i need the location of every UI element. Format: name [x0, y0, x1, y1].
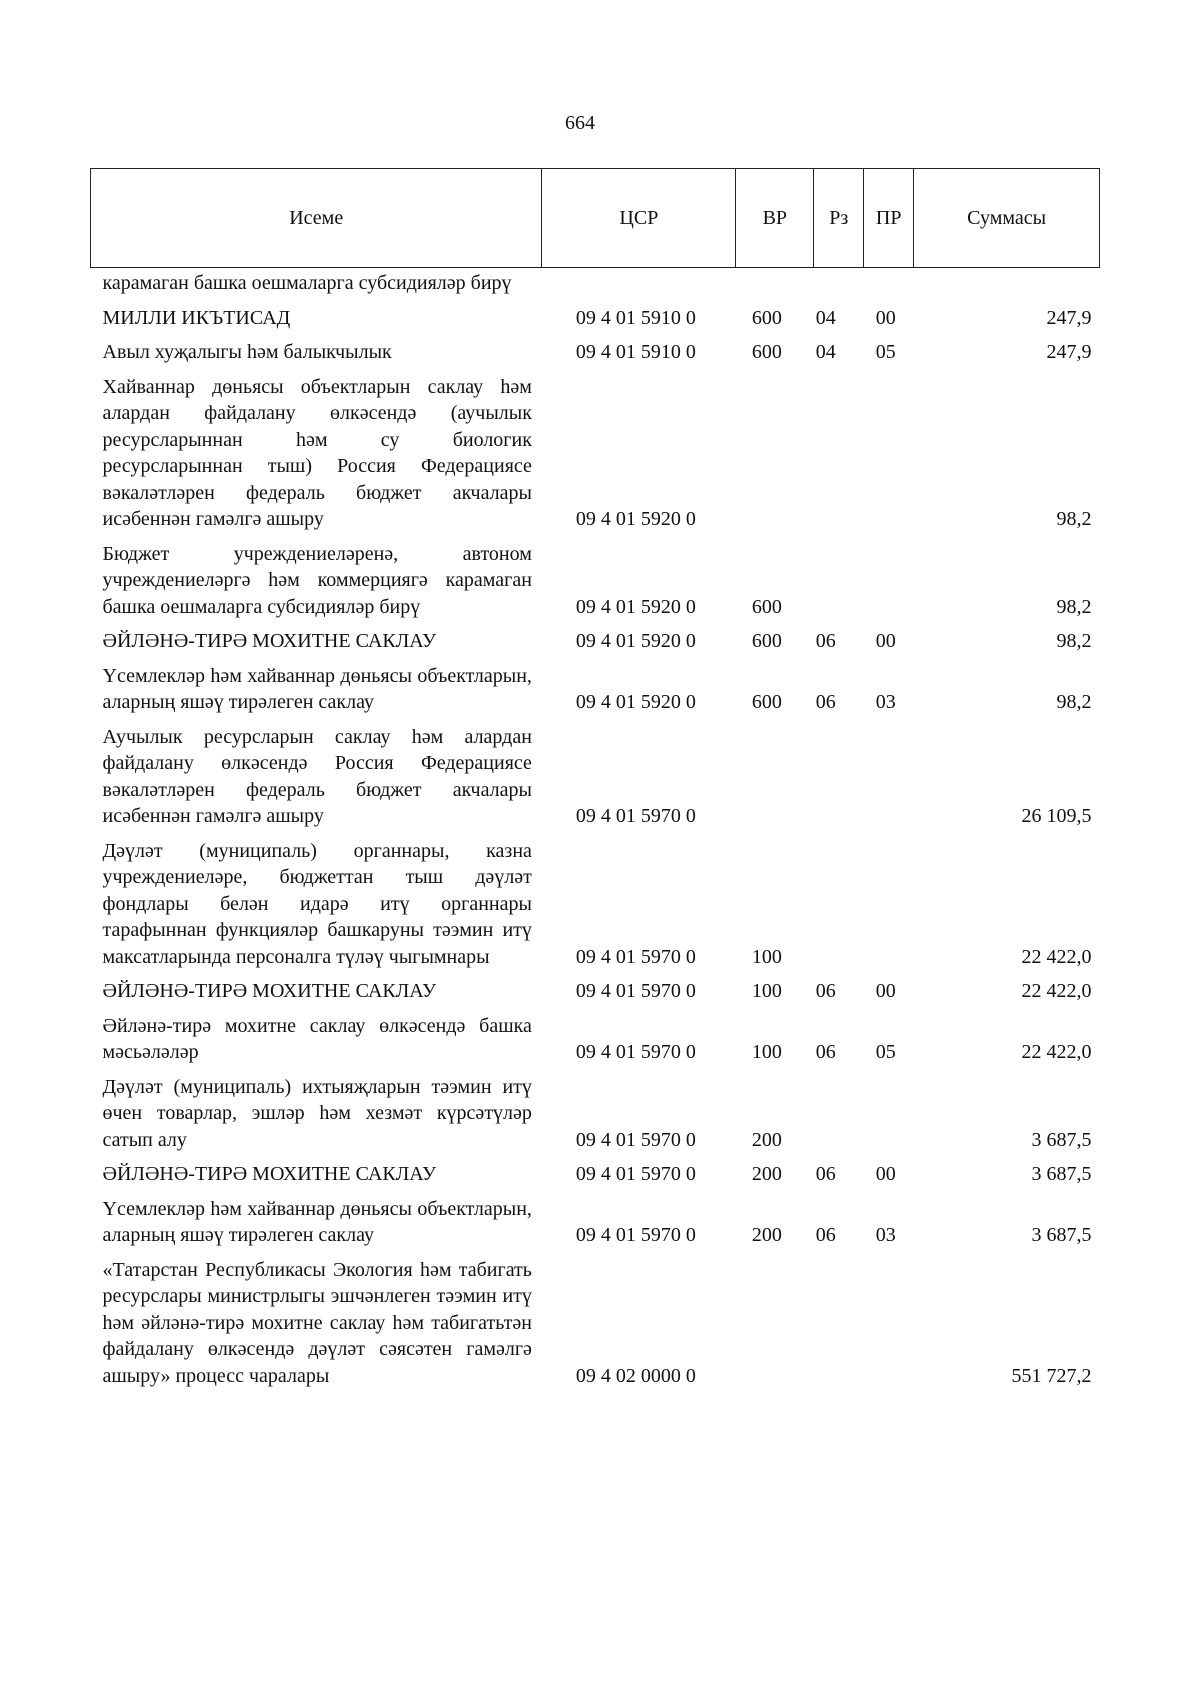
header-name: Исеме: [91, 169, 542, 268]
row-vr: 600: [751, 691, 782, 713]
row-pr: 00: [875, 630, 896, 652]
row-sum: 22 422,0: [1021, 945, 1092, 968]
row-pr: [864, 1068, 914, 1156]
table-row: [91, 1068, 1100, 1156]
row-sum: 26 109,5: [1021, 805, 1092, 827]
row-pr: [864, 1251, 914, 1392]
row-name: Үсемлекләр һәм хайваннар дөньясы объектларын, аларның яшәү тирәлеген саклау: [102, 664, 532, 713]
table-row: [91, 1251, 1100, 1392]
page-number: 664: [565, 112, 595, 134]
row-sum: 551 727,2: [1011, 1364, 1092, 1387]
row-name: карамаган башка оешмаларга субсидияләр бирү: [102, 272, 512, 294]
table-row: [91, 1190, 1100, 1251]
row-csr: 09 4 01 5970 0: [575, 1224, 696, 1246]
row-rz: [814, 368, 864, 535]
row-vr: 200: [751, 1128, 782, 1151]
table-header-row: [91, 169, 1100, 268]
row-csr: 09 4 01 5970 0: [575, 1163, 696, 1185]
row-sum: 247,9: [1046, 341, 1092, 363]
row-csr: 09 4 02 0000 0: [575, 1364, 696, 1387]
row-csr: 09 4 01 5920 0: [575, 691, 696, 713]
row-rz: [814, 1068, 864, 1156]
table-row: [91, 832, 1100, 973]
row-csr: 09 4 01 5970 0: [575, 1128, 696, 1151]
row-name: Аучылык ресурсларын саклау һәм алардан файдалану өлкәсендә Россия Федерациясе вәкаләтләрен федераль бюджет акчалары исәбеннән гамәлгә ашыру: [102, 725, 532, 827]
row-sum: 98,2: [1056, 595, 1092, 618]
row-csr: 09 4 01 5970 0: [575, 1041, 696, 1063]
table-row: [91, 972, 1100, 1007]
header-rz: Рз: [814, 169, 864, 268]
row-rz: [814, 1251, 864, 1392]
row-pr: [864, 718, 914, 832]
row-csr: 09 4 01 5920 0: [575, 508, 696, 530]
row-vr: 600: [751, 595, 782, 618]
row-name: Дәүләт (муниципаль) органнары, казна учреждениеләре, бюджеттан тыш дәүләт фондлары белән идарә итү органнары тарафыннан функцияләр башкаруны тәэмин итү максатларында персоналга түләү чыгымнары: [102, 839, 532, 968]
row-sum: 247,9: [1046, 306, 1092, 329]
row-vr: 200: [751, 1224, 782, 1246]
row-csr: 09 4 01 5920 0: [575, 595, 696, 618]
row-pr: 03: [875, 1224, 896, 1246]
table-row: [91, 1155, 1100, 1190]
row-sum: 98,2: [1056, 630, 1092, 652]
table-row: [91, 622, 1100, 657]
row-vr: [736, 368, 814, 535]
budget-table: [90, 168, 1100, 1391]
row-pr: [864, 832, 914, 973]
row-rz: [814, 718, 864, 832]
row-sum: 22 422,0: [1021, 1041, 1092, 1063]
row-pr: 05: [875, 1041, 896, 1063]
row-pr: 00: [875, 1163, 896, 1185]
row-rz: 04: [815, 306, 836, 329]
row-pr: 03: [875, 691, 896, 713]
row-rz: [814, 832, 864, 973]
header-sum: Суммасы: [914, 169, 1100, 268]
row-name: Дәүләт (муниципаль) ихтыяҗларын тәэмин итү өчен товарлар, эшләр һәм хезмәт күрсәтүләр сатып алу: [102, 1075, 532, 1151]
header-csr: ЦСР: [542, 169, 736, 268]
row-name: ӘЙЛӘНӘ-ТИРӘ МОХИТНЕ САКЛАУ: [102, 1163, 437, 1185]
table-row: [91, 299, 1100, 334]
row-csr: 09 4 01 5970 0: [575, 980, 696, 1002]
table-row: [91, 268, 1100, 299]
row-vr: 100: [751, 945, 782, 968]
row-vr: 200: [751, 1163, 782, 1185]
row-vr: 100: [751, 1041, 782, 1063]
row-sum: 3 687,5: [1031, 1128, 1092, 1151]
row-vr: 100: [751, 980, 782, 1002]
row-rz: 06: [815, 980, 836, 1002]
row-name: Әйләнә-тирә мохитне саклау өлкәсендә башка мәсьәләләр: [102, 1014, 532, 1063]
row-name: «Татарстан Республикасы Экология һәм табигать ресурслары министрлыгы эшчәнлеген тәэмин итү һәм әйләнә-тирә мохитне саклау һәм табигатьтән файдалану өлкәсендә дәүләт сәясәтен гамәлгә ашыру» процесс чаралары: [102, 1258, 532, 1387]
table-row: [91, 657, 1100, 718]
table-row: [91, 535, 1100, 623]
row-vr: [736, 268, 814, 299]
row-vr: 600: [751, 341, 782, 363]
row-name: Хайваннар дөньясы объектларын саклау һәм алардан файдалану өлкәсендә (аучылык ресурсларыннан һәм су биологик ресурсларыннан тыш) Россия Федерациясе вәкаләтләрен федераль бюджет акчалары исәбеннән гамәлгә ашыру: [102, 375, 532, 530]
row-pr: [864, 535, 914, 623]
row-rz: [814, 535, 864, 623]
row-pr: 00: [875, 980, 896, 1002]
row-sum: [914, 268, 1100, 299]
header-pr: ПР: [864, 169, 914, 268]
row-csr: 09 4 01 5970 0: [575, 805, 696, 827]
row-pr: 05: [875, 341, 896, 363]
row-sum: 3 687,5: [1031, 1163, 1092, 1185]
row-name: МИЛЛИ ИКЪТИСАД: [102, 306, 291, 329]
row-name: Авыл хуҗалыгы һәм балыкчылык: [102, 341, 392, 363]
row-name: ӘЙЛӘНӘ-ТИРӘ МОХИТНЕ САКЛАУ: [102, 630, 437, 652]
row-sum: 22 422,0: [1021, 980, 1092, 1002]
row-sum: 98,2: [1056, 691, 1092, 713]
row-pr: [864, 268, 914, 299]
row-vr: [736, 1251, 814, 1392]
row-rz: 06: [815, 1041, 836, 1063]
row-rz: 04: [815, 341, 836, 363]
row-name: Үсемлекләр һәм хайваннар дөньясы объектларын, аларның яшәү тирәлеген саклау: [102, 1197, 532, 1246]
row-csr: 09 4 01 5910 0: [575, 341, 696, 363]
row-csr: 09 4 01 5920 0: [575, 630, 696, 652]
row-name: Бюджет учреждениеләренә, автоном учреждениеләргә һәм коммерциягә карамаган башка оешмаларга субсидияләр бирү: [102, 542, 532, 618]
row-rz: 06: [815, 630, 836, 652]
row-csr: 09 4 01 5970 0: [575, 945, 696, 968]
row-pr: 00: [875, 306, 896, 329]
row-name: ӘЙЛӘНӘ-ТИРӘ МОХИТНЕ САКЛАУ: [102, 980, 437, 1002]
row-vr: 600: [751, 306, 782, 329]
header-vr: ВР: [736, 169, 814, 268]
row-csr: [542, 268, 736, 299]
row-vr: 600: [751, 630, 782, 652]
table-row: [91, 718, 1100, 832]
row-rz: 06: [815, 1163, 836, 1185]
table-row: [91, 1007, 1100, 1068]
row-vr: [736, 718, 814, 832]
row-sum: 3 687,5: [1031, 1224, 1092, 1246]
row-pr: [864, 368, 914, 535]
row-rz: 06: [815, 1224, 836, 1246]
row-rz: 06: [815, 691, 836, 713]
row-sum: 98,2: [1056, 508, 1092, 530]
table-row: [91, 333, 1100, 368]
row-rz: [814, 268, 864, 299]
table-row: [91, 368, 1100, 535]
row-csr: 09 4 01 5910 0: [575, 306, 696, 329]
